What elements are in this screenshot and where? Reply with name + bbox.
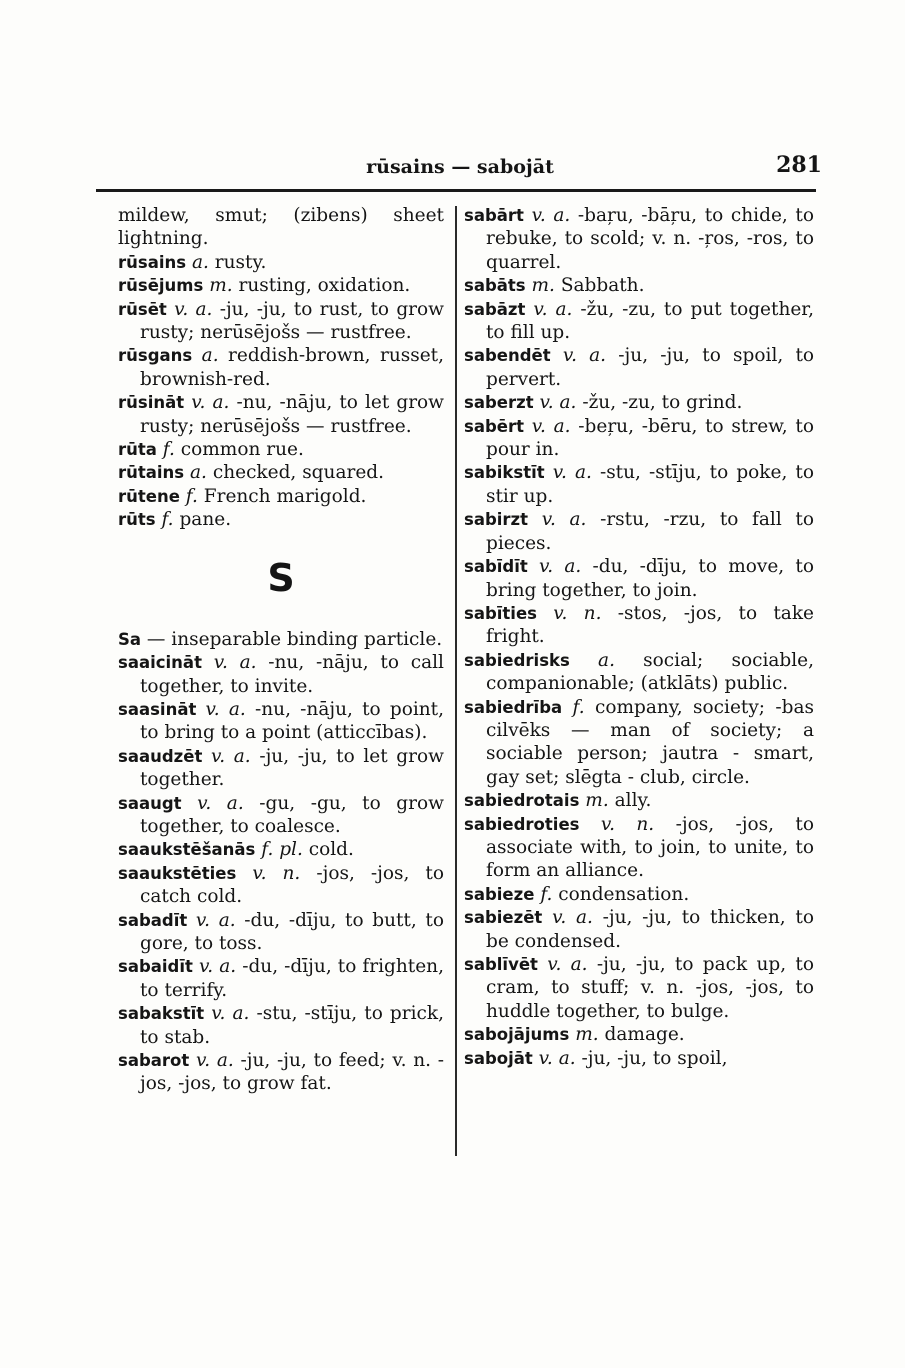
entry-definition: — inseparable binding particle. [146, 628, 443, 650]
entry-definition: pane. [179, 509, 232, 531]
dictionary-entry [118, 792, 444, 839]
entry-headword: saaicināt [118, 653, 202, 673]
entry-headword: sabikstīt [464, 463, 545, 483]
entry-definition: -stos, -jos, to take fright. [486, 602, 814, 648]
left-entries [118, 204, 444, 532]
dictionary-entry [464, 274, 814, 297]
page-number: 281 [776, 152, 822, 178]
running-head: rūsains — sabojāt [366, 156, 554, 178]
entry-definition: cold. [308, 839, 354, 861]
dictionary-entry [118, 909, 444, 956]
entry-definition: -baŗu, -bāŗu, to chide, to rebuke, to scold; v. n. -ŗos, -ros, to quarrel. [486, 205, 814, 273]
entry-definition: -du, -dīju, to butt, to gore, to toss. [140, 909, 444, 954]
dictionary-entry [118, 628, 444, 651]
entry-headword: sabāzt [464, 299, 526, 319]
entry-definition: social; sociable, companionable; (atklāts) public. [486, 649, 814, 695]
entry-grammar: f. [161, 509, 174, 531]
entry-grammar: v. a. [533, 298, 573, 320]
entry-grammar: a. [190, 462, 207, 484]
header-rule [96, 189, 816, 192]
entry-grammar: v. a. [552, 462, 592, 484]
entry-definition: -nu, -nāju, to call together, to invite. [140, 652, 444, 697]
entry-grammar: v. n. [252, 862, 301, 884]
entry-definition: -stu, -stīju, to poke, to stir up. [486, 462, 814, 507]
entry-grammar: f. [162, 439, 175, 461]
entry-grammar: v. a. [213, 652, 257, 674]
entry-definition: ally. [614, 790, 652, 812]
entry-definition: -ju, -ju, to rust, to grow rusty; nerūsējošs — rustfree. [140, 298, 444, 344]
dictionary-entry [464, 461, 814, 508]
dictionary-entry [118, 508, 444, 531]
entry-headword: sablīvēt [464, 955, 538, 974]
dictionary-entry [464, 602, 814, 649]
entry-grammar: v. n. [600, 813, 655, 835]
dictionary-entry [464, 789, 814, 812]
entry-headword: sabiedroties [464, 814, 580, 834]
entry-headword: rūsināt [118, 393, 185, 413]
dictionary-entry [118, 862, 444, 909]
entry-definition: -ju, -ju, to feed; v. n. -jos, -jos, to grow fat. [140, 1050, 444, 1095]
dictionary-entry [464, 1047, 814, 1070]
entry-definition: rusty. [214, 251, 267, 273]
entry-headword: sabieze [464, 884, 535, 904]
entry-grammar: f. [572, 696, 585, 718]
dictionary-entry [464, 298, 814, 345]
right-column [464, 204, 814, 1070]
entry-definition: -ju, -ju, to thicken, to be condensed. [486, 907, 814, 952]
entry-definition: -jos, -jos, to associate with, to join, to unite, to form an alliance. [486, 813, 814, 882]
entry-grammar: v. a. [210, 745, 251, 767]
entry-headword: rūsējums [118, 276, 204, 296]
dictionary-entry [464, 344, 814, 391]
entry-headword: sabiedrisks [464, 650, 570, 670]
entry-grammar: m. [575, 1024, 599, 1046]
entry-definition: -nu, -nāju, to let grow rusty; nerūsējošs — rustfree. [140, 392, 445, 437]
dictionary-entry [464, 1023, 814, 1046]
entry-grammar: v. a. [541, 509, 587, 531]
entry-grammar: a. [598, 649, 615, 671]
entry-headword: rūtene [118, 486, 180, 506]
entry-headword: sabiedrotais [464, 791, 580, 811]
dictionary-entry [464, 813, 814, 883]
entry-definition: damage. [604, 1024, 685, 1046]
dictionary-entry [118, 204, 444, 251]
entry-grammar: f. [540, 883, 553, 905]
dictionary-entry [464, 953, 814, 1023]
entry-headword: sabiedrība [464, 697, 563, 717]
entry-grammar: m. [209, 275, 233, 297]
entry-definition: French marigold. [203, 485, 367, 507]
entry-headword: sabāts [464, 276, 526, 296]
left-entries-s [118, 628, 444, 1096]
dictionary-entry [118, 251, 444, 274]
entry-definition: common rue. [180, 439, 304, 461]
entry-grammar: v. a. [211, 1003, 250, 1025]
entry-grammar: v. a. [195, 909, 236, 931]
entry-grammar: f. [185, 485, 198, 507]
dictionary-entry [118, 651, 444, 698]
dictionary-entry [118, 485, 444, 508]
entry-grammar: v. a. [197, 792, 244, 814]
dictionary-entry [464, 555, 814, 602]
entry-grammar: f. pl. [261, 839, 303, 861]
entry-grammar: v. a. [531, 205, 571, 226]
entry-grammar: v. a. [196, 1050, 234, 1071]
entry-grammar: m. [531, 275, 555, 297]
entry-headword: rūta [118, 440, 157, 460]
dictionary-entry [118, 1002, 444, 1049]
entry-grammar: v. a. [562, 345, 607, 367]
entry-grammar: a. [201, 345, 219, 367]
entry-definition: -ju, -ju, to pack up, to cram, to stuff; v. n. -jos, -jos, to huddle together, to bulge. [486, 954, 814, 1022]
entry-headword: rūsains [118, 252, 187, 272]
entry-headword: saberzt [464, 393, 534, 413]
entry-headword: sabaidīt [118, 957, 193, 977]
dictionary-entry [118, 461, 444, 484]
dictionary-entry [118, 391, 444, 438]
entry-headword: saaudzēt [118, 746, 203, 766]
dictionary-entry [118, 838, 444, 861]
entry-headword: saaukstēties [118, 863, 237, 883]
entry-grammar: v. a. [547, 954, 588, 975]
entry-definition: company, society; -bas cilvēks — man of society; a sociable person; jautra - smart, gay set; slēgta - club, circle. [486, 696, 814, 788]
dictionary-entry [464, 906, 814, 953]
entry-definition: -žu, -zu, to put together, to fill up. [486, 298, 814, 344]
entry-headword: sabojāt [464, 1048, 533, 1068]
entry-grammar: v. a. [199, 956, 237, 978]
entry-headword: rūsēt [118, 299, 167, 319]
entry-headword: sabīdīt [464, 557, 528, 577]
dictionary-entry [464, 649, 814, 696]
dictionary-entry [118, 438, 444, 461]
entry-headword: Sa [118, 629, 142, 649]
dictionary-entry [118, 955, 444, 1002]
dictionary-entry [464, 696, 814, 790]
entry-grammar: v. a. [552, 907, 593, 929]
dictionary-entry [464, 204, 814, 274]
entry-headword: sabērt [464, 416, 524, 436]
entry-headword: sabarot [118, 1051, 190, 1070]
entry-grammar: v. a. [531, 415, 571, 437]
entry-definition: -ju, -ju, to let grow together. [140, 745, 444, 791]
entry-headword: sabakstīt [118, 1004, 205, 1024]
section-letter: S [267, 555, 295, 600]
entry-definition: -jos, -jos, to catch cold. [140, 862, 444, 908]
entry-grammar: v. a. [539, 556, 582, 578]
entry-headword: sabojājums [464, 1025, 570, 1045]
entry-definition: -nu, -nāju, to point, to bring to a point (atticcības). [140, 698, 444, 744]
entry-definition: -du, -dīju, to frighten, to terrify. [140, 956, 444, 1001]
entry-grammar: v. a. [205, 698, 246, 720]
entry-headword: sabadīt [118, 910, 188, 930]
dictionary-entry [464, 391, 814, 414]
entry-grammar: v. n. [553, 602, 602, 624]
entry-definition: Sabbath. [560, 275, 645, 297]
dictionary-entry [118, 298, 444, 345]
entry-headword: sabīties [464, 603, 537, 623]
entry-definition: -gu, -gu, to grow together, to coalesce. [140, 792, 444, 837]
dictionary-entry [464, 508, 814, 555]
dictionary-entry [464, 415, 814, 462]
entry-grammar: v. a. [191, 392, 230, 414]
column-divider [455, 206, 457, 1156]
dictionary-entry [118, 1049, 444, 1096]
entry-definition: condensation. [558, 883, 690, 905]
dictionary-entry [118, 274, 444, 297]
entry-headword: saaugt [118, 793, 182, 813]
entry-definition: -ju, -ju, to spoil, [581, 1047, 728, 1069]
entry-definition: reddish-brown, russet, brownish-red. [140, 345, 445, 390]
entry-headword: rūts [118, 510, 156, 530]
entry-definition: -ju, -ju, to spoil, to pervert. [486, 345, 815, 390]
entry-grammar: v. a. [538, 1047, 576, 1069]
entry-definition: -stu, -stīju, to prick, to stab. [140, 1003, 444, 1048]
dictionary-entry [118, 344, 444, 391]
entry-definition: rusting, oxidation. [238, 275, 411, 297]
dictionary-entry [118, 745, 444, 792]
entry-grammar: a. [191, 251, 209, 273]
entry-headword: saaukstēšanās [118, 840, 256, 860]
entry-grammar: v. a. [539, 392, 577, 414]
right-entries [464, 204, 814, 1070]
entry-definition: checked, squared. [212, 462, 384, 484]
entry-definition: -žu, -zu, to grind. [582, 392, 743, 414]
entry-grammar: v. a. [174, 298, 213, 320]
dictionary-entry [464, 883, 814, 906]
entry-definition: mildew, smut; (zibens) sheet lightning. [118, 205, 444, 250]
entry-definition: -beŗu, -bēru, to strew, to pour in. [486, 415, 814, 461]
entry-headword: saasināt [118, 699, 197, 719]
entry-headword: sabiezēt [464, 908, 543, 928]
entry-grammar: m. [585, 790, 609, 812]
entry-headword: rūtains [118, 463, 185, 483]
dictionary-entry [118, 698, 444, 745]
entry-headword: sabārt [464, 206, 524, 225]
entry-headword: sabirzt [464, 510, 529, 530]
left-column [118, 204, 444, 1096]
entry-headword: rūsgans [118, 346, 193, 366]
entry-definition: -du, -dīju, to move, to bring together, to join. [486, 556, 814, 601]
entry-definition: -rstu, -rzu, to fall to pieces. [486, 509, 814, 554]
entry-headword: sabendēt [464, 346, 551, 366]
